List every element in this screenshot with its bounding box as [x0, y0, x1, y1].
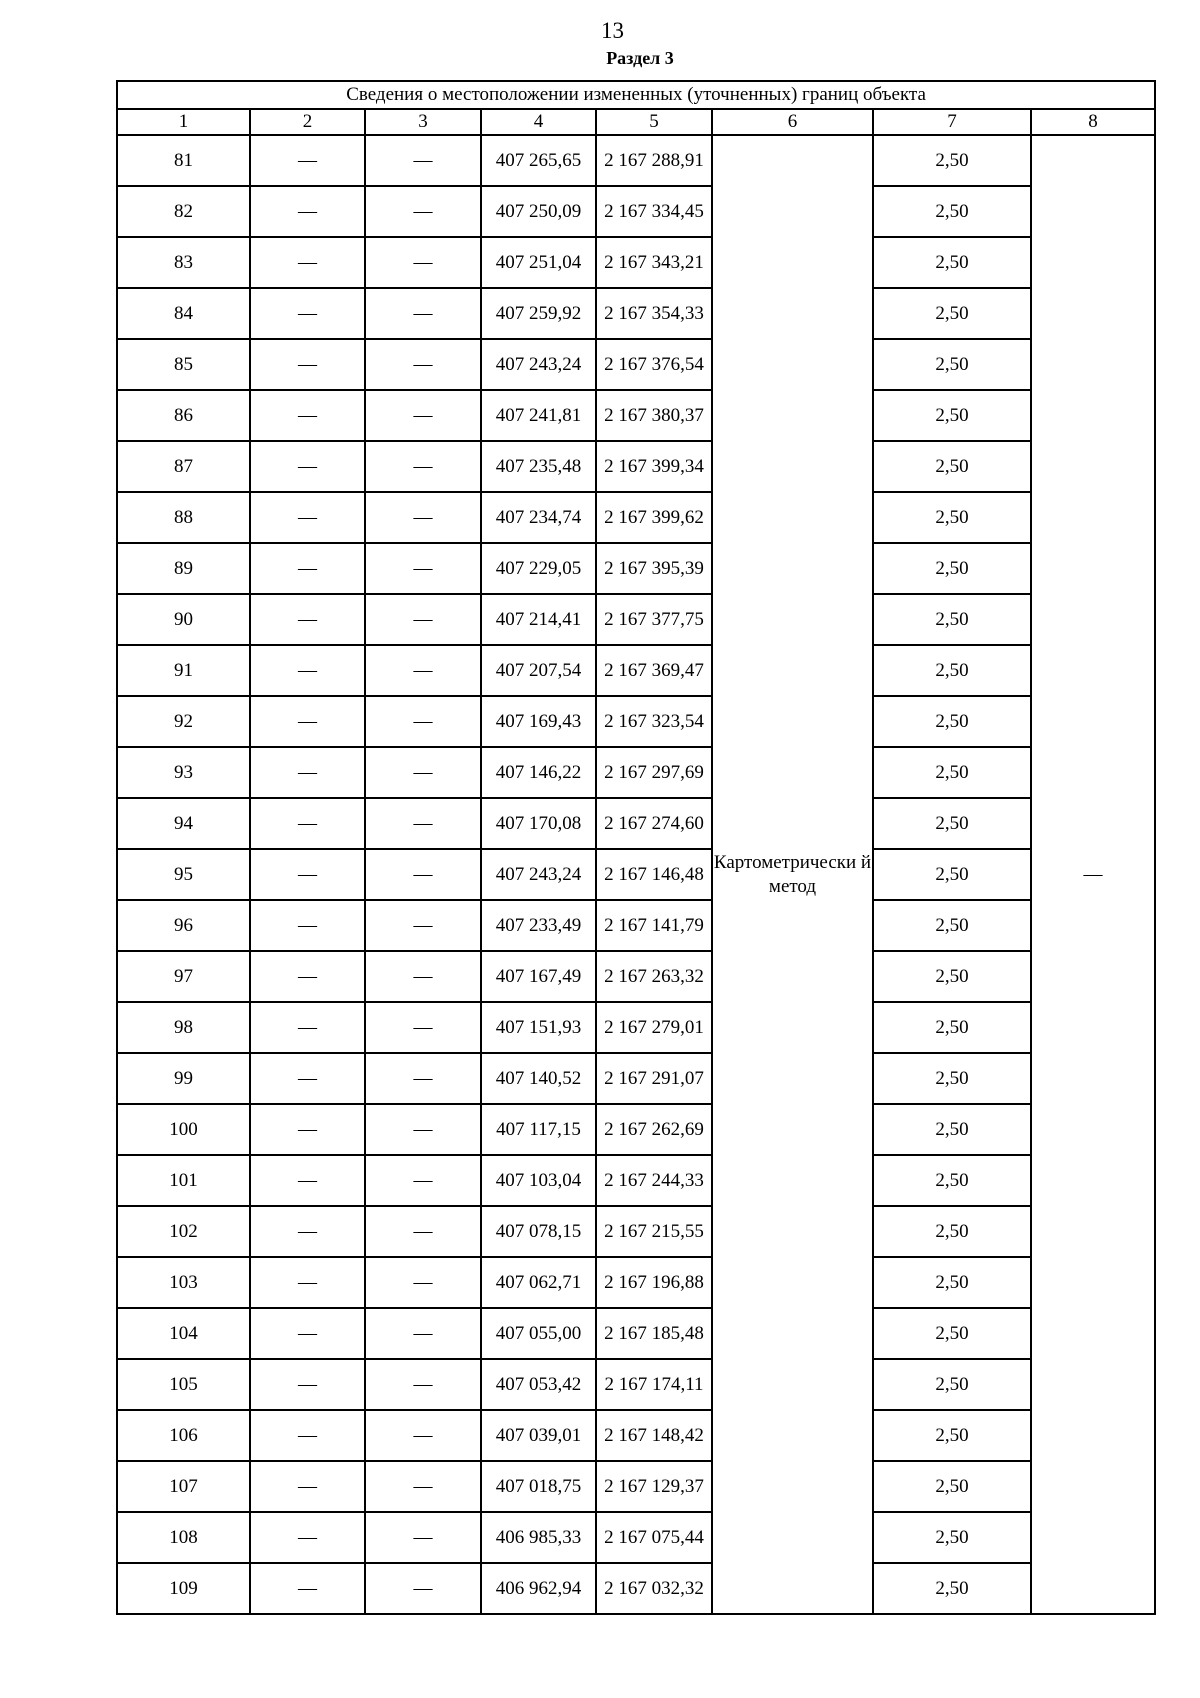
column-2-cell: — — [250, 288, 365, 339]
column-2-cell: — — [250, 237, 365, 288]
column-number: 7 — [873, 109, 1031, 135]
column-3-cell: — — [365, 747, 481, 798]
table-row — [117, 1155, 1155, 1206]
table-row — [117, 237, 1155, 288]
x-coordinate-cell: 407 151,93 — [481, 1002, 596, 1053]
x-coordinate-cell: 407 265,65 — [481, 135, 596, 186]
y-coordinate-cell: 2 167 399,62 — [596, 492, 712, 543]
column-2-cell: — — [250, 492, 365, 543]
y-coordinate-cell: 2 167 174,11 — [596, 1359, 712, 1410]
accuracy-cell: 2,50 — [873, 849, 1031, 900]
column-2-cell: — — [250, 900, 365, 951]
accuracy-cell: 2,50 — [873, 1308, 1031, 1359]
point-number-cell: 86 — [117, 390, 250, 441]
table-row — [117, 1308, 1155, 1359]
column-3-cell: — — [365, 900, 481, 951]
column-2-cell: — — [250, 1461, 365, 1512]
point-number-cell: 108 — [117, 1512, 250, 1563]
y-coordinate-cell: 2 167 377,75 — [596, 594, 712, 645]
table-row — [117, 492, 1155, 543]
accuracy-cell: 2,50 — [873, 1002, 1031, 1053]
column-number: 1 — [117, 109, 250, 135]
column-3-cell: — — [365, 441, 481, 492]
y-coordinate-cell: 2 167 185,48 — [596, 1308, 712, 1359]
column-2-cell: — — [250, 1002, 365, 1053]
y-coordinate-cell: 2 167 262,69 — [596, 1104, 712, 1155]
column-8-cell: — — [1031, 135, 1155, 1614]
point-number-cell: 91 — [117, 645, 250, 696]
table-row — [117, 543, 1155, 594]
column-2-cell: — — [250, 696, 365, 747]
point-number-cell: 83 — [117, 237, 250, 288]
accuracy-cell: 2,50 — [873, 1257, 1031, 1308]
point-number-cell: 105 — [117, 1359, 250, 1410]
table-row — [117, 594, 1155, 645]
accuracy-cell: 2,50 — [873, 135, 1031, 186]
column-2-cell: — — [250, 849, 365, 900]
accuracy-cell: 2,50 — [873, 441, 1031, 492]
column-2-cell: — — [250, 1206, 365, 1257]
accuracy-cell: 2,50 — [873, 1206, 1031, 1257]
column-2-cell: — — [250, 747, 365, 798]
y-coordinate-cell: 2 167 343,21 — [596, 237, 712, 288]
table-row — [117, 1410, 1155, 1461]
y-coordinate-cell: 2 167 369,47 — [596, 645, 712, 696]
y-coordinate-cell: 2 167 129,37 — [596, 1461, 712, 1512]
accuracy-cell: 2,50 — [873, 1461, 1031, 1512]
x-coordinate-cell: 407 251,04 — [481, 237, 596, 288]
table-row — [117, 1257, 1155, 1308]
table-row — [117, 900, 1155, 951]
point-number-cell: 87 — [117, 441, 250, 492]
column-2-cell: — — [250, 1359, 365, 1410]
x-coordinate-cell: 407 018,75 — [481, 1461, 596, 1512]
table-row — [117, 186, 1155, 237]
column-2-cell: — — [250, 1053, 365, 1104]
column-3-cell: — — [365, 186, 481, 237]
x-coordinate-cell: 407 250,09 — [481, 186, 596, 237]
y-coordinate-cell: 2 167 075,44 — [596, 1512, 712, 1563]
point-number-cell: 98 — [117, 1002, 250, 1053]
accuracy-cell: 2,50 — [873, 798, 1031, 849]
column-3-cell: — — [365, 1359, 481, 1410]
column-2-cell: — — [250, 645, 365, 696]
accuracy-cell: 2,50 — [873, 543, 1031, 594]
column-number: 5 — [596, 109, 712, 135]
column-3-cell: — — [365, 1512, 481, 1563]
x-coordinate-cell: 407 078,15 — [481, 1206, 596, 1257]
accuracy-cell: 2,50 — [873, 645, 1031, 696]
point-number-cell: 84 — [117, 288, 250, 339]
accuracy-cell: 2,50 — [873, 696, 1031, 747]
table-row — [117, 1053, 1155, 1104]
column-3-cell: — — [365, 1002, 481, 1053]
y-coordinate-cell: 2 167 032,32 — [596, 1563, 712, 1614]
section-title: Раздел 3 — [606, 48, 674, 68]
column-2-cell: — — [250, 339, 365, 390]
x-coordinate-cell: 406 962,94 — [481, 1563, 596, 1614]
column-3-cell: — — [365, 696, 481, 747]
accuracy-cell: 2,50 — [873, 390, 1031, 441]
boundary-coordinates-table — [116, 80, 1156, 1615]
point-number-cell: 107 — [117, 1461, 250, 1512]
column-3-cell: — — [365, 1257, 481, 1308]
table-row — [117, 288, 1155, 339]
column-2-cell: — — [250, 543, 365, 594]
column-3-cell: — — [365, 543, 481, 594]
y-coordinate-cell: 2 167 263,32 — [596, 951, 712, 1002]
y-coordinate-cell: 2 167 146,48 — [596, 849, 712, 900]
column-3-cell: — — [365, 1206, 481, 1257]
column-number: 3 — [365, 109, 481, 135]
accuracy-cell: 2,50 — [873, 339, 1031, 390]
table-row — [117, 1206, 1155, 1257]
x-coordinate-cell: 407 167,49 — [481, 951, 596, 1002]
column-3-cell: — — [365, 798, 481, 849]
x-coordinate-cell: 407 062,71 — [481, 1257, 596, 1308]
accuracy-cell: 2,50 — [873, 900, 1031, 951]
y-coordinate-cell: 2 167 291,07 — [596, 1053, 712, 1104]
y-coordinate-cell: 2 167 399,34 — [596, 441, 712, 492]
point-number-cell: 93 — [117, 747, 250, 798]
column-2-cell: — — [250, 1155, 365, 1206]
table-row — [117, 1104, 1155, 1155]
y-coordinate-cell: 2 167 354,33 — [596, 288, 712, 339]
x-coordinate-cell: 407 233,49 — [481, 900, 596, 951]
column-3-cell: — — [365, 1053, 481, 1104]
table-row — [117, 390, 1155, 441]
x-coordinate-cell: 407 140,52 — [481, 1053, 596, 1104]
column-2-cell: — — [250, 390, 365, 441]
column-3-cell: — — [365, 492, 481, 543]
point-number-cell: 82 — [117, 186, 250, 237]
x-coordinate-cell: 407 103,04 — [481, 1155, 596, 1206]
point-number-cell: 101 — [117, 1155, 250, 1206]
table-row — [117, 1461, 1155, 1512]
point-number-cell: 90 — [117, 594, 250, 645]
column-3-cell: — — [365, 1563, 481, 1614]
table-row — [117, 1512, 1155, 1563]
accuracy-cell: 2,50 — [873, 1410, 1031, 1461]
point-number-cell: 106 — [117, 1410, 250, 1461]
column-2-cell: — — [250, 951, 365, 1002]
x-coordinate-cell: 407 055,00 — [481, 1308, 596, 1359]
accuracy-cell: 2,50 — [873, 492, 1031, 543]
column-number: 8 — [1031, 109, 1155, 135]
point-number-cell: 109 — [117, 1563, 250, 1614]
y-coordinate-cell: 2 167 288,91 — [596, 135, 712, 186]
y-coordinate-cell: 2 167 244,33 — [596, 1155, 712, 1206]
column-2-cell: — — [250, 1512, 365, 1563]
column-3-cell: — — [365, 645, 481, 696]
x-coordinate-cell: 407 241,81 — [481, 390, 596, 441]
column-3-cell: — — [365, 1410, 481, 1461]
table-row — [117, 1002, 1155, 1053]
y-coordinate-cell: 2 167 380,37 — [596, 390, 712, 441]
column-number: 2 — [250, 109, 365, 135]
column-3-cell: — — [365, 849, 481, 900]
x-coordinate-cell: 407 214,41 — [481, 594, 596, 645]
column-3-cell: — — [365, 390, 481, 441]
column-number: 6 — [712, 109, 873, 135]
accuracy-cell: 2,50 — [873, 1104, 1031, 1155]
table-row — [117, 849, 1155, 900]
x-coordinate-cell: 407 259,92 — [481, 288, 596, 339]
column-3-cell: — — [365, 135, 481, 186]
y-coordinate-cell: 2 167 141,79 — [596, 900, 712, 951]
column-2-cell: — — [250, 186, 365, 237]
column-3-cell: — — [365, 1104, 481, 1155]
table-row — [117, 696, 1155, 747]
table-caption-row — [117, 81, 1155, 109]
column-2-cell: — — [250, 441, 365, 492]
method-cell: Картометрически й метод — [712, 135, 873, 1614]
column-3-cell: — — [365, 1155, 481, 1206]
x-coordinate-cell: 407 170,08 — [481, 798, 596, 849]
table-body — [117, 135, 1155, 1614]
column-2-cell: — — [250, 1563, 365, 1614]
x-coordinate-cell: 407 243,24 — [481, 339, 596, 390]
point-number-cell: 104 — [117, 1308, 250, 1359]
point-number-cell: 85 — [117, 339, 250, 390]
column-number: 4 — [481, 109, 596, 135]
accuracy-cell: 2,50 — [873, 747, 1031, 798]
y-coordinate-cell: 2 167 148,42 — [596, 1410, 712, 1461]
point-number-cell: 96 — [117, 900, 250, 951]
x-coordinate-cell: 407 235,48 — [481, 441, 596, 492]
table-row — [117, 951, 1155, 1002]
column-3-cell: — — [365, 1461, 481, 1512]
accuracy-cell: 2,50 — [873, 186, 1031, 237]
column-numbers-row — [117, 109, 1155, 135]
column-2-cell: — — [250, 1308, 365, 1359]
x-coordinate-cell: 407 207,54 — [481, 645, 596, 696]
page-number: 13 — [601, 18, 624, 43]
x-coordinate-cell: 407 146,22 — [481, 747, 596, 798]
accuracy-cell: 2,50 — [873, 1053, 1031, 1104]
column-2-cell: — — [250, 798, 365, 849]
table-row — [117, 339, 1155, 390]
column-2-cell: — — [250, 1410, 365, 1461]
x-coordinate-cell: 407 169,43 — [481, 696, 596, 747]
accuracy-cell: 2,50 — [873, 1512, 1031, 1563]
accuracy-cell: 2,50 — [873, 237, 1031, 288]
x-coordinate-cell: 407 234,74 — [481, 492, 596, 543]
point-number-cell: 81 — [117, 135, 250, 186]
column-3-cell: — — [365, 288, 481, 339]
y-coordinate-cell: 2 167 395,39 — [596, 543, 712, 594]
point-number-cell: 94 — [117, 798, 250, 849]
y-coordinate-cell: 2 167 323,54 — [596, 696, 712, 747]
y-coordinate-cell: 2 167 279,01 — [596, 1002, 712, 1053]
column-2-cell: — — [250, 1104, 365, 1155]
accuracy-cell: 2,50 — [873, 1155, 1031, 1206]
point-number-cell: 89 — [117, 543, 250, 594]
y-coordinate-cell: 2 167 334,45 — [596, 186, 712, 237]
column-2-cell: — — [250, 135, 365, 186]
table-row — [117, 645, 1155, 696]
point-number-cell: 88 — [117, 492, 250, 543]
x-coordinate-cell: 406 985,33 — [481, 1512, 596, 1563]
column-3-cell: — — [365, 339, 481, 390]
point-number-cell: 92 — [117, 696, 250, 747]
x-coordinate-cell: 407 053,42 — [481, 1359, 596, 1410]
table-caption: Сведения о местоположении измененных (уточненных) границ объекта — [117, 81, 1155, 109]
column-3-cell: — — [365, 951, 481, 1002]
x-coordinate-cell: 407 229,05 — [481, 543, 596, 594]
y-coordinate-cell: 2 167 274,60 — [596, 798, 712, 849]
column-2-cell: — — [250, 1257, 365, 1308]
table-row — [117, 135, 1155, 186]
accuracy-cell: 2,50 — [873, 1563, 1031, 1614]
column-3-cell: — — [365, 237, 481, 288]
x-coordinate-cell: 407 243,24 — [481, 849, 596, 900]
column-3-cell: — — [365, 594, 481, 645]
point-number-cell: 97 — [117, 951, 250, 1002]
y-coordinate-cell: 2 167 196,88 — [596, 1257, 712, 1308]
accuracy-cell: 2,50 — [873, 951, 1031, 1002]
x-coordinate-cell: 407 039,01 — [481, 1410, 596, 1461]
y-coordinate-cell: 2 167 215,55 — [596, 1206, 712, 1257]
point-number-cell: 99 — [117, 1053, 250, 1104]
table-row — [117, 747, 1155, 798]
y-coordinate-cell: 2 167 297,69 — [596, 747, 712, 798]
table-row — [117, 1563, 1155, 1614]
x-coordinate-cell: 407 117,15 — [481, 1104, 596, 1155]
table-row — [117, 441, 1155, 492]
accuracy-cell: 2,50 — [873, 1359, 1031, 1410]
column-2-cell: — — [250, 594, 365, 645]
point-number-cell: 100 — [117, 1104, 250, 1155]
table-row — [117, 798, 1155, 849]
y-coordinate-cell: 2 167 376,54 — [596, 339, 712, 390]
accuracy-cell: 2,50 — [873, 288, 1031, 339]
point-number-cell: 103 — [117, 1257, 250, 1308]
point-number-cell: 102 — [117, 1206, 250, 1257]
point-number-cell: 95 — [117, 849, 250, 900]
column-3-cell: — — [365, 1308, 481, 1359]
accuracy-cell: 2,50 — [873, 594, 1031, 645]
table-row — [117, 1359, 1155, 1410]
